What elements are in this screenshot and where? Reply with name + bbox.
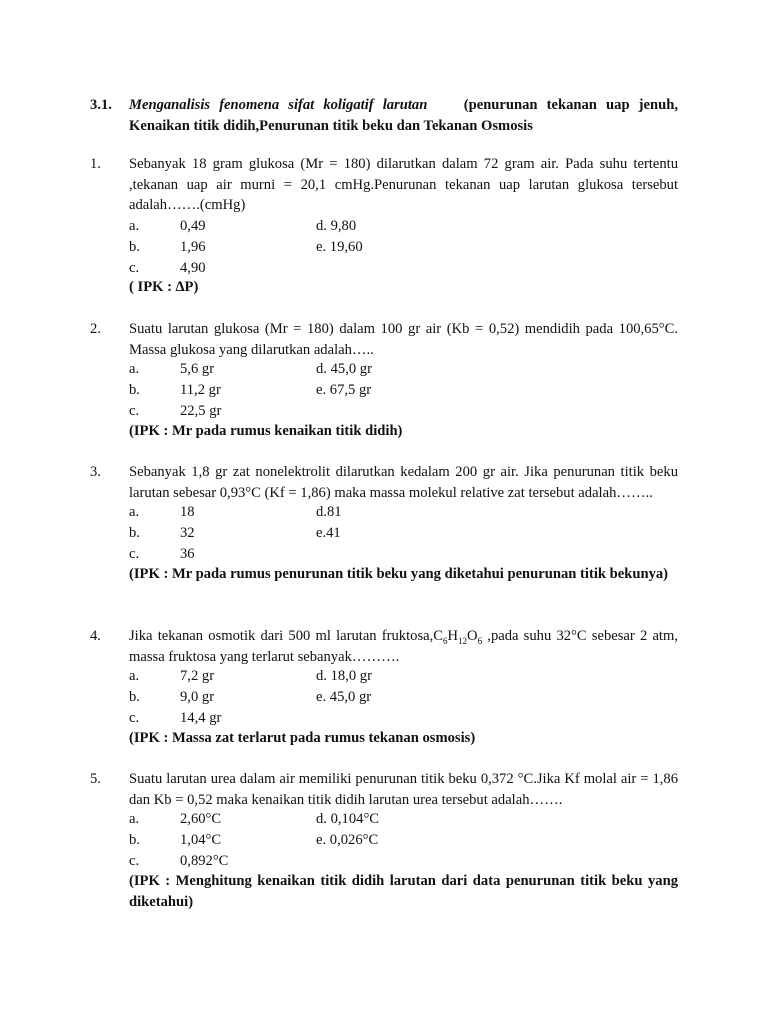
option-letter: d.	[316, 811, 327, 827]
option-d	[316, 809, 379, 830]
question-text: Sebanyak 1,8 gr zat nonelektrolit dilarutkan kedalam 200 gr air. Jika penurunan titik beku larutan sebesar 0,93°C (Kf = 1,86) maka massa molekul relative zat tersebut adalah……..	[129, 464, 678, 501]
question-text-part: ,pada suhu 32°C sebesar 2 atm, massa fruktosa yang terlarut sebanyak……….	[129, 628, 678, 665]
option-letter: a.	[129, 361, 140, 377]
option-letter: b.	[129, 239, 140, 255]
option-e	[316, 237, 363, 258]
question-number: 3.	[90, 464, 101, 480]
option-value: 7,2 gr	[180, 668, 215, 684]
option-letter: b.	[129, 382, 140, 398]
option-value: 5,6 gr	[180, 361, 215, 377]
question-text-part: O	[467, 628, 478, 644]
option-letter: a.	[129, 668, 140, 684]
option-letter: e.	[316, 832, 327, 848]
section-title-part1: Menganalisis fenomena sifat koligatif larutan	[129, 97, 428, 113]
option-value: 4,90	[180, 260, 206, 276]
ipk-note: (IPK : Mr pada rumus penurunan titik beku yang diketahui penurunan titik bekunya)	[129, 566, 669, 582]
option-letter: a.	[129, 811, 140, 827]
option-value: d.81	[316, 504, 342, 520]
section-number: 3.1.	[90, 97, 112, 113]
option-value: 0,026°C	[329, 832, 379, 848]
option-letter: e.	[316, 382, 327, 398]
option-letter: d.	[316, 361, 327, 377]
option-value: 11,2 gr	[180, 382, 221, 398]
question-text: Suatu larutan glukosa (Mr = 180) dalam 100 gr air (Kb = 0,52) mendidih pada 100,65°C. Massa glukosa yang dilarutkan adalah…..	[129, 321, 678, 358]
option-value: 45,0 gr	[329, 689, 372, 705]
option-e	[316, 687, 371, 708]
option-d	[316, 359, 372, 380]
question-text-part: H	[447, 628, 459, 644]
option-e	[316, 830, 378, 851]
option-letter: c.	[129, 546, 140, 562]
option-e	[316, 380, 371, 401]
ipk-note: (IPK : Menghitung kenaikan titik didih larutan dari data penurunan titik beku yang diketahui)	[129, 873, 678, 910]
option-letter: a.	[129, 504, 140, 520]
option-letter: b.	[129, 832, 140, 848]
section-title-part2: (penurunan tekanan uap jenuh, Kenaikan titik didih,Penurunan titik beku dan Tekanan Osmosis	[129, 97, 678, 134]
ipk-note: (IPK : Massa zat terlarut pada rumus tekanan osmosis)	[129, 730, 476, 746]
option-letter: a.	[129, 218, 140, 234]
option-value: 0,104°C	[330, 811, 380, 827]
option-letter: b.	[129, 689, 140, 705]
option-value: 9,0 gr	[180, 689, 215, 705]
option-letter: d.	[316, 218, 327, 234]
question-text: Suatu larutan urea dalam air memiliki penurunan titik beku 0,372 °C.Jika Kf molal air = 1,86 dan Kb = 0,52 maka kenaikan titik didih larutan urea tersebut adalah…….	[129, 771, 678, 808]
option-value: e.41	[316, 525, 341, 541]
option-value: 67,5 gr	[329, 382, 372, 398]
option-value: 45,0 gr	[330, 361, 372, 377]
question-number: 2.	[90, 321, 101, 337]
subscript: 6	[443, 635, 448, 646]
ipk-note: ( IPK : ∆P)	[129, 279, 199, 295]
question-number: 1.	[90, 156, 101, 172]
option-letter: c.	[129, 260, 140, 276]
option-letter: c.	[129, 403, 140, 419]
option-value: 2,60°C	[180, 811, 222, 827]
option-d	[316, 216, 356, 237]
option-value: 1,96	[180, 239, 206, 255]
option-value: 18	[180, 504, 195, 520]
option-value: 0,49	[180, 218, 206, 234]
subscript: 6	[477, 635, 483, 646]
question-number: 5.	[90, 771, 101, 787]
option-letter: c.	[129, 853, 140, 869]
option-value: 14,4 gr	[180, 710, 222, 726]
option-value: 32	[180, 525, 195, 541]
option-value: 0,892°C	[180, 853, 229, 869]
option-e	[316, 523, 341, 544]
question-text: Sebanyak 18 gram glukosa (Mr = 180) dilarutkan dalam 72 gram air. Pada suhu tertentu ,tekanan uap air murni = 20,1 cmHg.Penurunan tekanan uap larutan glukosa tersebut adalah…….(cmHg)	[129, 156, 678, 214]
question-number: 4.	[90, 628, 101, 644]
option-value: 19,60	[329, 239, 363, 255]
option-value: 9,80	[330, 218, 357, 234]
option-letter: c.	[129, 710, 140, 726]
section-title	[129, 95, 678, 136]
option-value: 18,0 gr	[330, 668, 372, 684]
option-value: 22,5 gr	[180, 403, 222, 419]
option-letter: b.	[129, 525, 140, 541]
question-text-part: Jika tekanan osmotik dari 500 ml larutan fruktosa,C	[129, 628, 443, 644]
option-d	[316, 502, 342, 523]
ipk-note: (IPK : Mr pada rumus kenaikan titik didih)	[129, 423, 403, 439]
subscript: 12	[458, 635, 468, 646]
option-value: 1,04°C	[180, 832, 222, 848]
question-text	[129, 626, 678, 667]
option-letter: e.	[316, 239, 327, 255]
option-d	[316, 666, 372, 687]
option-letter: d.	[316, 668, 327, 684]
option-value: 36	[180, 546, 195, 562]
option-letter: e.	[316, 689, 327, 705]
